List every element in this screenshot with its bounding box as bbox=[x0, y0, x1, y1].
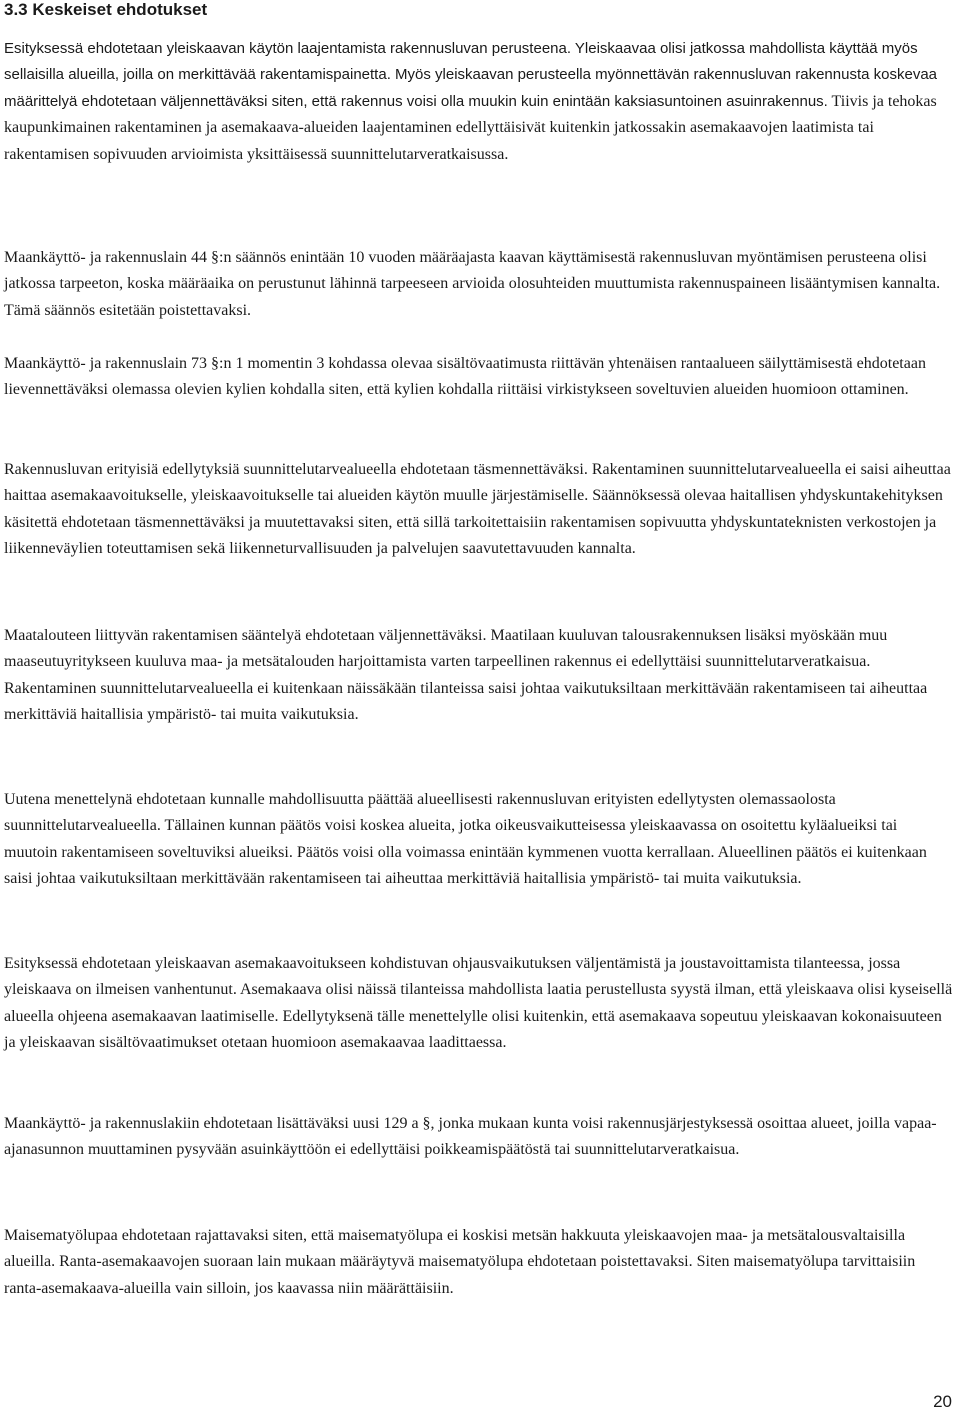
paragraph-1-sans-text: Esityksessä ehdotetaan yleiskaavan käytön laajentamista rakennusluvan perusteena. Yleiskaavaa olisi jatkossa mahdollista käyttää myös sellaisilla alueilla, joilla on merkittävää rakentamispainetta. Myös yleiskaavan perusteella myönnettävän rakennusluvan rakennusta koskevaa määrittelyä ehdotetaan väljennettäväksi siten, että rakennus voisi olla muukin kuin enintään kaksiasuntoinen asuinrakennus. bbox=[4, 40, 938, 110]
paragraph-2: Maankäyttö- ja rakennuslain 44 §:n säännös enintään 10 vuoden määräajasta kaavan käyttämisestä rakennusluvan myöntämisen perusteena olisi jatkossa tarpeeton, koska määräaika on perustunut lähinnä tarpeeseen arvioida olosuhteiden muuttumista rakennuspaineen lisääntymisen kannalta. Tämä säännös esitetään poistettavaksi. bbox=[4, 249, 941, 319]
paragraph-1-serif-text: Tiivis ja tehokas kaupunkimainen rakentaminen ja asemakaava-alueiden laajentaminen edellyttäisivät kuitenkin jatkossakin asemakaavojen laatimista tai rakentamisen sopivuuden arvioimista yksittäisessä suunnittelutarveratkaisussa. bbox=[4, 92, 937, 163]
page-number: 20 bbox=[933, 1392, 952, 1411]
section-heading: 3.3 Keskeiset ehdotukset bbox=[4, 0, 208, 19]
paragraph-8: Maankäyttö- ja rakennuslakiin ehdotetaan lisättäväksi uusi 129 a §, jonka mukaan kunta voisi rakennusjärjestyksessä osoittaa alueet, joilla vapaa-ajanasunnon muuttaminen pysyvään asuinkäyttöön ei edellyttäisi poikkeamispäätöstä tai suunnittelutarveratkaisua. bbox=[4, 1115, 937, 1159]
paragraph-7: Esityksessä ehdotetaan yleiskaavan asemakaavoitukseen kohdistuvan ohjausvaikutuksen väljentämistä ja joustavoittamista tilanteessa, jossa yleiskaava on ilmeisen vanhentunut. Asemakaava olisi näissä tilanteissa mahdollista laatia perustellusta syystä ilman, että yleiskaava olisi kyseisellä alueella ohjeena asemakaavan laatimiselle. Edellytyksenä tälle menettelylle olisi kuitenkin, että asemakaava sopeutuu yleiskaavan kokonaisuuteen ja yleiskaavan sisältövaatimukset otetaan huomioon asemakaavaa laadittaessa. bbox=[4, 955, 953, 1052]
paragraph-3: Maankäyttö- ja rakennuslain 73 §:n 1 momentin 3 kohdassa olevaa sisältövaatimusta riittävän yhtenäisen rantaalueen säilyttämisestä ehdotetaan lievennettäväksi olemassa olevien kylien kohdalla siten, että kylien kohdalla riittäisi virkistykseen soveltuvien alueiden huomioon ottaminen. bbox=[4, 355, 926, 399]
paragraph-9: Maisematyölupaa ehdotetaan rajattavaksi siten, että maisematyölupa ei koskisi metsän hakkuuta yleiskaavojen maa- ja metsätalousvaltaisilla alueilla. Ranta-asemakaavojen suoraan lain mukaan määräytyvä maisematyölupa ehdotetaan poistettavaksi. Siten maisematyölupa tarvittaisiin ranta-asemakaava-alueilla vain silloin, jos kaavassa niin määrättäisiin. bbox=[4, 1227, 916, 1297]
document-page bbox=[4, 0, 954, 1297]
paragraph-6: Uutena menettelynä ehdotetaan kunnalle mahdollisuutta päättää alueellisesti rakennusluvan erityisten edellytysten olemassaolosta suunnittelutarvealueella. Tällainen kunnan päätös voisi koskea alueita, jotka oikeusvaikutteisessa yleiskaavassa on osoitettu kyläalueiksi tai muutoin rakentamiseen soveltuviksi alueiksi. Päätös voisi olla voimassa enintään kymmenen vuotta kerrallaan. Alueellinen päätös ei kuitenkaan saisi johtaa vaikutuksiltaan merkittävään rakentamiseen tai aiheuttaa merkittäviä haitallisia ympäristö- tai muita vaikutuksia. bbox=[4, 791, 927, 888]
paragraph-1 bbox=[4, 36, 954, 168]
paragraph-5: Maatalouteen liittyvän rakentamisen sääntelyä ehdotetaan väljennettäväksi. Maatilaan kuuluvan talousrakennuksen lisäksi myöskään muu maaseutuyritykseen kuuluva maa- ja metsätalouden harjoittamista varten tarpeellinen rakennus ei edellyttäisi suunnittelutarveratkaisua. Rakentaminen suunnittelutarvealueella ei kuitenkaan näissäkään tilanteissa saisi johtaa vaikutuksiltaan merkittävään rakentamiseen tai aiheuttaa merkittäviä haitallisia ympäristö- tai muita vaikutuksia. bbox=[4, 627, 928, 724]
paragraph-4: Rakennusluvan erityisiä edellytyksiä suunnittelutarvealueella ehdotetaan täsmennettäväksi. Rakentaminen suunnittelutarvealueella ei saisi aiheuttaa haittaa asemakaavoitukselle, yleiskaavoitukselle tai alueiden käytön muulle järjestämiselle. Säännöksessä olevaa haitallisen yhdyskuntakehityksen käsitettä ehdotetaan täsmennettäväksi ja muutettavaksi siten, että sillä tarkoitettaisiin rakentamisen sopivuutta yhdyskuntateknisten verkostojen ja liikenneväylien toteuttamisen sekä liikenneturvallisuuden ja palvelujen saavutettavuuden kannalta. bbox=[4, 461, 951, 558]
